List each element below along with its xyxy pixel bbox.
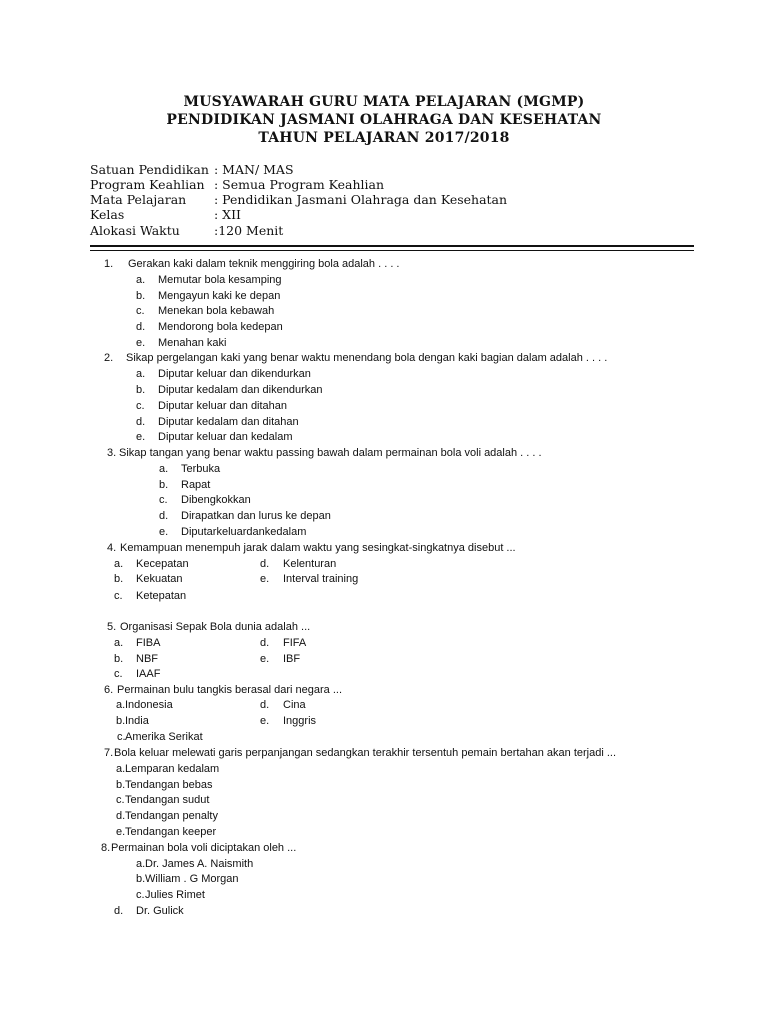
doc-title-line-1: MUSYAWARAH GURU MATA PELAJARAN (MGMP) — [183, 94, 585, 110]
q6-option-text: Cina — [283, 699, 306, 711]
q8-option-letter: a. — [136, 858, 146, 870]
q7-option-letter: c. — [116, 794, 125, 806]
q3-option-text: Diputarkeluardankedalam — [181, 526, 307, 538]
info-value-mapel: : Pendidikan Jasmani Olahraga dan Kesehatan — [214, 192, 508, 207]
question-3-number: 3. — [107, 447, 117, 459]
q1-option-letter: b. — [136, 290, 146, 302]
q5-option-text: NBF — [136, 653, 158, 665]
info-label-alokasi: Alokasi Waktu — [90, 223, 180, 238]
question-1-number: 1. — [104, 258, 114, 270]
q1-option-letter: d. — [136, 321, 146, 333]
question-7-text: Bola keluar melewati garis perpanjangan sedangkan terakhir tersentuh pemain bertahan akan terjadi ... — [114, 747, 617, 759]
info-value-satuan: : MAN/ MAS — [214, 162, 294, 177]
q4-option-letter: a. — [114, 558, 124, 570]
q1-option-text: Mendorong bola kedepan — [158, 321, 283, 333]
question-6-number: 6. — [104, 684, 114, 696]
q8-option-text: Dr. Gulick — [136, 905, 184, 917]
q7-option-letter: a. — [116, 763, 126, 775]
q2-option-letter: d. — [136, 416, 146, 428]
q6-option-letter: e. — [260, 715, 270, 727]
q1-option-text: Mengayun kaki ke depan — [158, 290, 281, 302]
info-value-alokasi: :120 Menit — [214, 223, 284, 238]
q5-option-text: FIFA — [283, 637, 307, 649]
q2-option-text: Diputar kedalam dan dikendurkan — [158, 384, 323, 396]
q3-option-text: Terbuka — [181, 463, 221, 475]
header-divider-thick — [90, 245, 694, 247]
q6-option-text: Amerika Serikat — [125, 731, 203, 743]
q5-option-letter: e. — [260, 653, 270, 665]
question-6-text: Permainan bulu tangkis berasal dari negara ... — [117, 684, 343, 696]
q5-option-letter: c. — [114, 668, 123, 680]
q1-option-text: Menahan kaki — [158, 337, 227, 349]
question-4-number: 4. — [107, 542, 117, 554]
q8-option-text: William . G Morgan — [145, 873, 239, 885]
info-label-satuan: Satuan Pendidikan — [90, 162, 209, 177]
question-1-text: Gerakan kaki dalam teknik menggiring bola adalah . . . . — [128, 258, 400, 270]
q4-option-letter: e. — [260, 573, 270, 585]
question-5-text: Organisasi Sepak Bola dunia adalah ... — [120, 621, 311, 633]
question-7-number: 7. — [104, 747, 114, 759]
q5-option-letter: b. — [114, 653, 124, 665]
q3-option-text: Dirapatkan dan lurus ke depan — [181, 510, 331, 522]
q2-option-letter: e. — [136, 431, 146, 443]
q7-option-text: Tendangan bebas — [125, 779, 213, 791]
q1-option-letter: c. — [136, 305, 145, 317]
q8-option-text: Dr. James A. Naismith — [145, 858, 254, 870]
q4-option-text: Kekuatan — [136, 573, 183, 585]
question-2-text: Sikap pergelangan kaki yang benar waktu menendang bola dengan kaki bagian dalam adalah . . . . — [126, 352, 608, 364]
info-value-program: : Semua Program Keahlian — [214, 177, 385, 192]
q3-option-letter: e. — [159, 526, 169, 538]
q5-option-letter: a. — [114, 637, 124, 649]
header-divider-thin — [90, 250, 694, 251]
question-8-text: Permainan bola voli diciptakan oleh ... — [111, 842, 297, 854]
q4-option-letter: b. — [114, 573, 124, 585]
q5-option-text: IAAF — [136, 668, 161, 680]
info-label-mapel: Mata Pelajaran — [90, 192, 187, 207]
q6-option-letter: a. — [116, 699, 126, 711]
q3-option-text: Rapat — [181, 479, 211, 491]
q6-option-text: Inggris — [283, 715, 317, 727]
info-value-kelas: : XII — [214, 207, 241, 222]
q2-option-text: Diputar kedalam dan ditahan — [158, 416, 299, 428]
question-5-number: 5. — [107, 621, 117, 633]
q3-option-letter: c. — [159, 494, 168, 506]
info-label-program: Program Keahlian — [90, 177, 205, 192]
q2-option-text: Diputar keluar dan kedalam — [158, 431, 293, 443]
q4-option-text: Kelenturan — [283, 558, 337, 570]
q7-option-text: Tendangan sudut — [125, 794, 210, 806]
q2-option-letter: c. — [136, 400, 145, 412]
q7-option-letter: d. — [116, 810, 126, 822]
q8-option-letter: d. — [114, 905, 124, 917]
q4-option-letter: d. — [260, 558, 270, 570]
q7-option-text: Tendangan keeper — [125, 826, 217, 838]
q1-option-letter: e. — [136, 337, 146, 349]
q4-option-text: Ketepatan — [136, 590, 187, 602]
doc-title-line-3: TAHUN PELAJARAN 2017/2018 — [258, 130, 510, 146]
question-3-text: Sikap tangan yang benar waktu passing bawah dalam permainan bola voli adalah . . . . — [119, 447, 542, 459]
q5-option-text: FIBA — [136, 637, 161, 649]
q6-option-letter: b. — [116, 715, 126, 727]
q5-option-letter: d. — [260, 637, 270, 649]
q3-option-letter: a. — [159, 463, 169, 475]
q1-option-text: Memutar bola kesamping — [158, 274, 282, 286]
q2-option-letter: a. — [136, 368, 146, 380]
q2-option-text: Diputar keluar dan ditahan — [158, 400, 288, 412]
q3-option-letter: b. — [159, 479, 169, 491]
question-4-text: Kemampuan menempuh jarak dalam waktu yang sesingkat-singkatnya disebut ... — [120, 542, 516, 554]
q7-option-text: Lemparan kedalam — [125, 763, 220, 775]
q6-option-letter: c. — [117, 731, 126, 743]
q4-option-letter: c. — [114, 590, 123, 602]
q8-option-text: Julies Rimet — [145, 889, 205, 901]
q7-option-letter: e. — [116, 826, 126, 838]
info-label-kelas: Kelas — [90, 207, 125, 222]
question-2-number: 2. — [104, 352, 114, 364]
q1-option-letter: a. — [136, 274, 146, 286]
q5-option-text: IBF — [283, 653, 301, 665]
q3-option-text: Dibengkokkan — [181, 494, 251, 506]
q8-option-letter: b. — [136, 873, 146, 885]
doc-title-line-2: PENDIDIKAN JASMANI OLAHRAGA DAN KESEHATAN — [166, 112, 602, 128]
q6-option-text: India — [125, 715, 149, 727]
question-8-number: 8. — [101, 842, 111, 854]
q3-option-letter: d. — [159, 510, 169, 522]
q2-option-letter: b. — [136, 384, 146, 396]
q6-option-text: Indonesia — [125, 699, 173, 711]
q4-option-text: Interval training — [283, 573, 359, 585]
q7-option-text: Tendangan penalty — [125, 810, 218, 822]
q6-option-letter: d. — [260, 699, 270, 711]
q4-option-text: Kecepatan — [136, 558, 189, 570]
q8-option-letter: c. — [136, 889, 145, 901]
q7-option-letter: b. — [116, 779, 126, 791]
q1-option-text: Menekan bola kebawah — [158, 305, 275, 317]
q2-option-text: Diputar keluar dan dikendurkan — [158, 368, 311, 380]
